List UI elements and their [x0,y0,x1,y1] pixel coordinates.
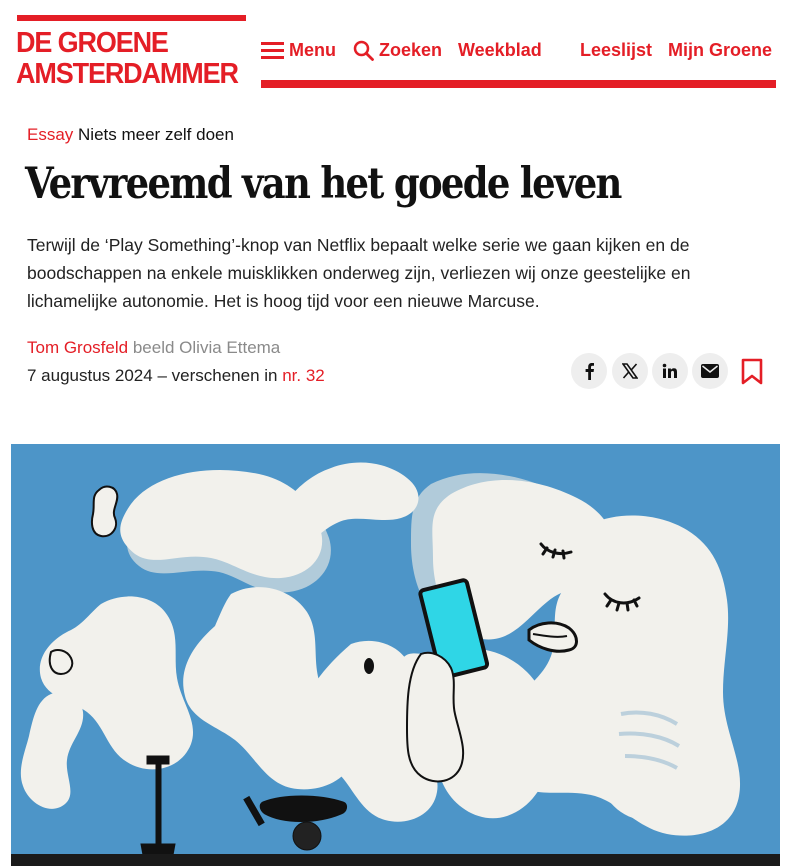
facebook-icon [583,362,595,380]
category-link[interactable]: Essay [27,125,74,144]
article-lead: Terwijl de ‘Play Something’-knop van Netflix bepaalt welke serie we gaan kijken en de boodschappen na enkele muisklikken onderweg zijn, verliezen wij onze geestelijke en lichamelijke autonomie. Het is hoog tijd voor een nieuwe Marcuse. [27,235,691,311]
nav-leeslijst[interactable]: Leeslijst [580,39,653,60]
illustrator-link[interactable]: Olivia Ettema [179,338,281,357]
logo-line-2: AMSTERDAMMER [16,58,238,90]
issue-link[interactable]: nr. 32 [282,366,325,385]
byline [27,338,280,358]
nav-weekblad[interactable]: Weekblad [458,39,542,60]
header-rule-right [261,80,776,88]
nav-mijn-groene[interactable]: Mijn Groene [668,39,773,60]
linkedin-icon [662,363,678,379]
article-kicker [27,125,234,145]
publish-date: 7 augustus 2024 [27,366,153,385]
bookmark-icon [740,358,764,386]
logo-line-1: DE GROENE [16,27,168,59]
article-title: Vervreemd van het goede leven [25,159,621,209]
image-credit-label: beeld [132,338,175,357]
author-link[interactable]: Tom Grosfeld [27,338,129,357]
email-icon [701,364,719,378]
dateline [27,366,325,386]
header-rule-left [17,15,246,21]
site-logo[interactable] [16,28,238,90]
hero-illustration [11,444,780,866]
menu-button[interactable] [261,39,336,61]
hamburger-icon [261,42,284,59]
menu-label: Menu [289,39,336,60]
published-in-label: – verschenen in [157,366,278,385]
search-icon [353,40,374,61]
bookmark-button[interactable] [740,358,764,386]
share-linkedin-button[interactable] [652,353,688,389]
x-icon [622,363,638,379]
search-button[interactable] [353,39,442,61]
share-email-button[interactable] [692,353,728,389]
search-label: Zoeken [379,39,443,60]
share-facebook-button[interactable] [571,353,607,389]
illustration-artwork [11,444,780,866]
share-x-button[interactable] [612,353,648,389]
series-title: Niets meer zelf doen [78,125,234,144]
